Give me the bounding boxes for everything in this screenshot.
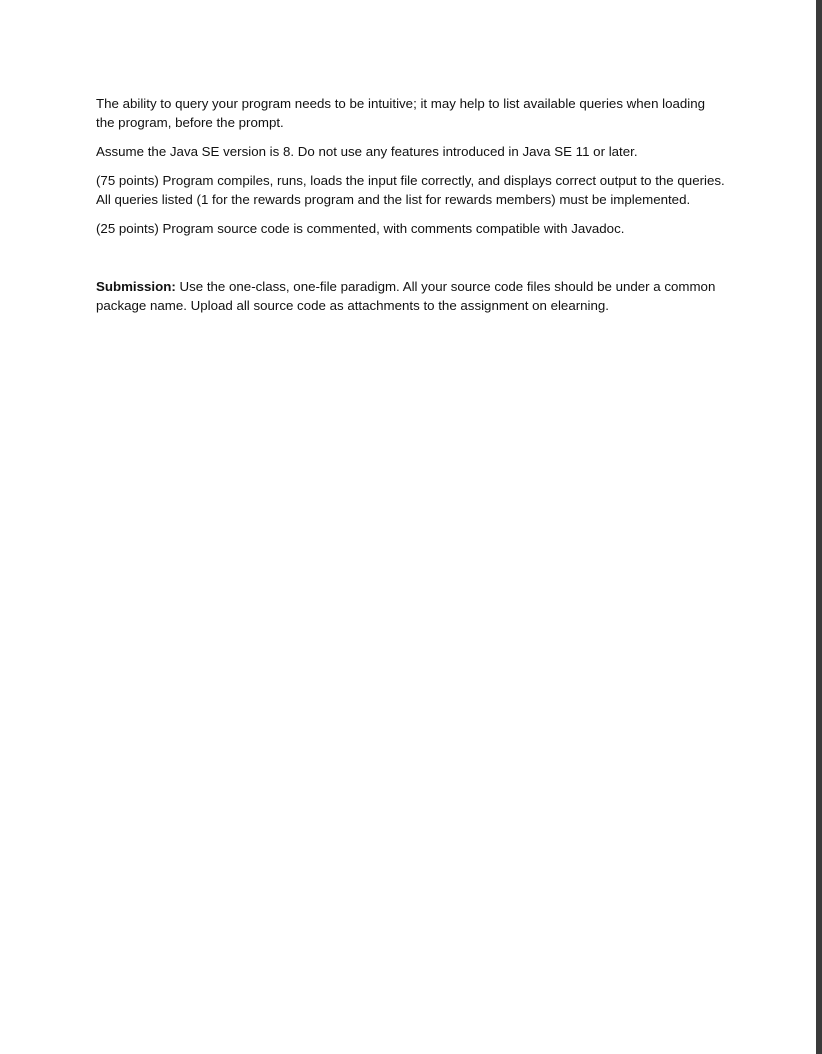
submission-label: Submission: xyxy=(96,279,176,294)
paragraph-query-intuitive: The ability to query your program needs to be intuitive; it may help to list available queries when loading the program, before the prompt. xyxy=(96,96,706,130)
paragraph-submission xyxy=(96,277,726,315)
paragraph-spacer xyxy=(96,248,726,277)
paragraph-75-points: (75 points) Program compiles, runs, loads the input file correctly, and displays correct output to the queries. All queries listed (1 for the rewards program and the list for rewards members) must be implemented. xyxy=(96,173,725,207)
paragraph-25-points: (25 points) Program source code is commented, with comments compatible with Javadoc. xyxy=(96,221,625,236)
viewer-right-edge xyxy=(816,0,822,1054)
paragraph-java-version: Assume the Java SE version is 8. Do not use any features introduced in Java SE 11 or later. xyxy=(96,144,638,159)
submission-text: Use the one-class, one-file paradigm. All your source code files should be under a common package name. Upload all source code as attachments to the assignment on elearning. xyxy=(96,279,716,313)
page-content xyxy=(96,94,726,325)
